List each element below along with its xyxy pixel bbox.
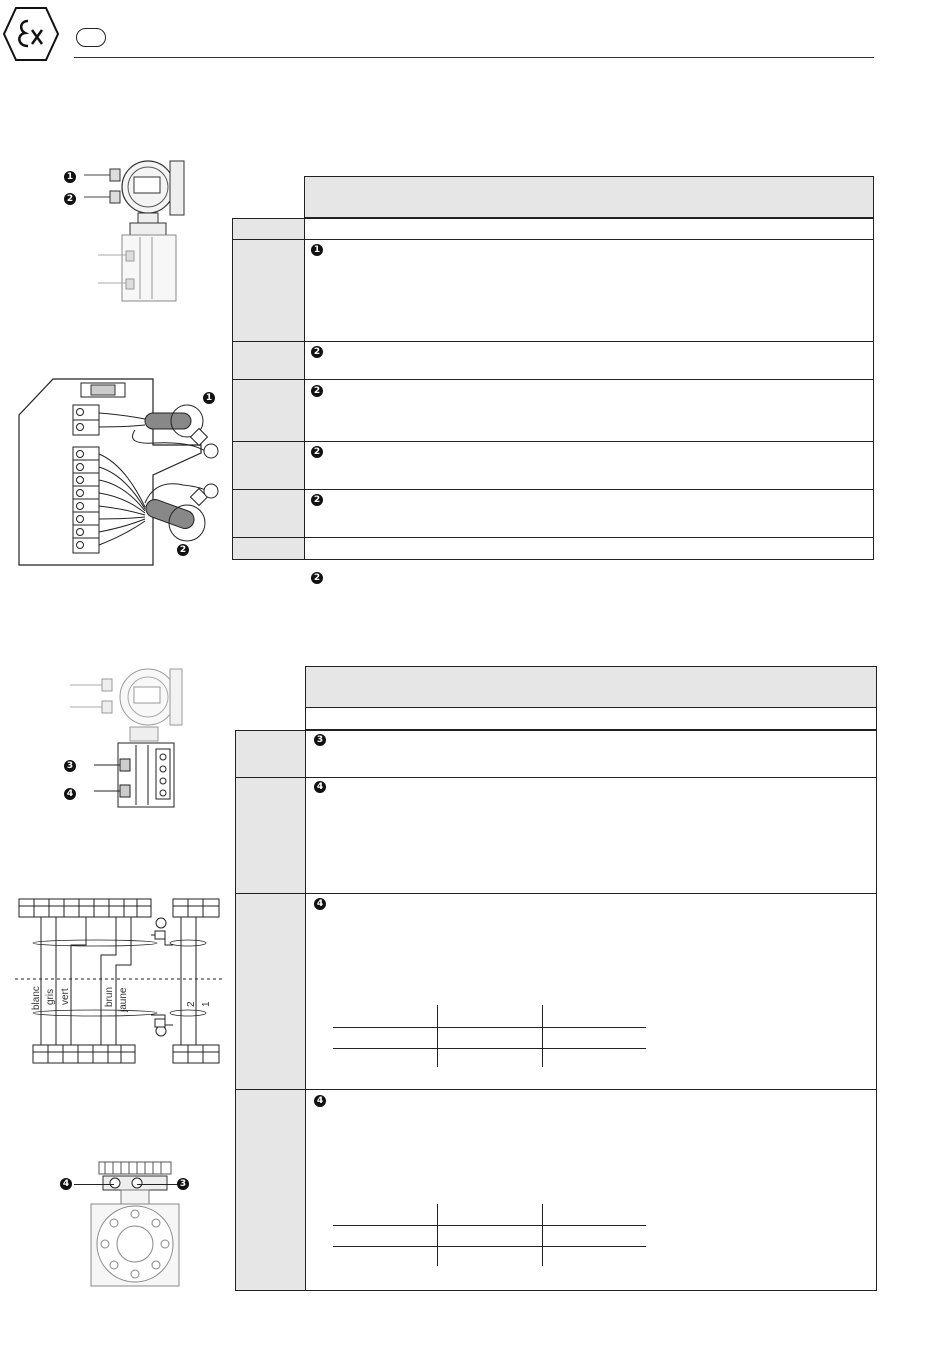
wire-label-blanc: blanc <box>31 986 42 1010</box>
marker-3: 3 <box>64 760 76 772</box>
upper-table-header <box>304 176 874 218</box>
upper-table <box>232 176 874 560</box>
marker-2: 2 <box>311 494 323 506</box>
marker-2: 2 <box>311 346 323 358</box>
wire-label-gris: gris <box>45 988 56 1005</box>
marker-1: 1 <box>203 392 215 404</box>
marker-2: 2 <box>311 385 323 397</box>
sub-table-2 <box>333 1204 648 1266</box>
transmitter-illustration-top <box>60 155 210 315</box>
marker-1: 1 <box>311 244 323 256</box>
marker-4: 4 <box>314 1095 326 1107</box>
lower-table-header <box>305 666 877 708</box>
transmitter-illustration-bottom <box>60 665 210 815</box>
marker-2: 2 <box>177 544 189 556</box>
wire-label-2: 2 <box>186 1001 197 1007</box>
country-badge-icon <box>76 28 106 47</box>
marker-4: 4 <box>60 1178 72 1190</box>
marker-2: 2 <box>311 446 323 458</box>
wire-label-vert: vert <box>60 988 71 1005</box>
marker-3: 3 <box>177 1178 189 1190</box>
terminal-compartment-diagram <box>15 375 230 570</box>
flange-leader-left <box>74 1184 114 1185</box>
lower-table <box>235 666 877 1291</box>
ex-hexagon-logo-icon <box>2 6 60 62</box>
ex-logo <box>2 6 60 62</box>
marker-4: 4 <box>314 898 326 910</box>
marker-4: 4 <box>314 781 326 793</box>
wire-label-1: 1 <box>201 1001 212 1007</box>
sub-table-1 <box>333 1005 648 1067</box>
marker-2: 2 <box>64 193 76 205</box>
header-rule <box>74 57 874 58</box>
marker-4: 4 <box>64 788 76 800</box>
flange-leader-right <box>137 1184 177 1185</box>
wire-label-jaune: jaune <box>118 987 129 1012</box>
sensor-wiring-diagram <box>15 895 225 1065</box>
marker-2: 2 <box>311 572 323 584</box>
wire-label-brun: brun <box>104 986 115 1007</box>
flange-illustration <box>85 1158 185 1298</box>
marker-3: 3 <box>314 734 326 746</box>
marker-1: 1 <box>64 171 76 183</box>
